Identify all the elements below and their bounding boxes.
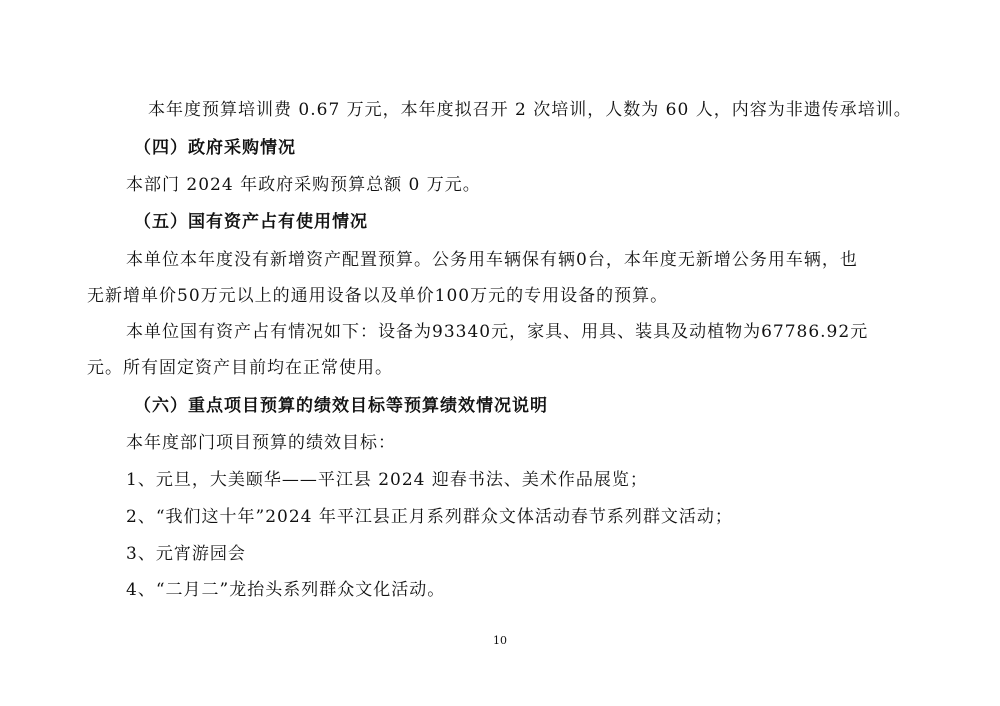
paragraph-performance-intro: 本年度部门项目预算的绩效目标：: [126, 433, 396, 453]
paragraph-procurement-budget: 本部门 2024 年政府采购预算总额 0 万元。: [126, 175, 481, 195]
heading-government-procurement: （四）政府采购情况: [134, 138, 296, 158]
paragraph-asset-config-line1: 本单位本年度没有新增资产配置预算。公务用车辆保有辆0台，本年度无新增公务用车辆，也: [126, 250, 858, 270]
paragraph-asset-holdings-line2: 元。所有固定资产目前均在正常使用。: [87, 358, 393, 378]
list-item-1: 1、元旦，大美颐华——平江县 2024 迎春书法、美术作品展览；: [126, 470, 648, 490]
heading-state-assets: （五）国有资产占有使用情况: [134, 212, 368, 232]
list-item-4: 4、“二月二”龙抬头系列群众文化活动。: [126, 580, 446, 600]
list-item-3: 3、元宵游园会: [126, 544, 246, 564]
page-number: 10: [493, 634, 507, 647]
list-item-2: 2、“我们这十年”2024 年平江县正月系列群众文体活动春节系列群文活动；: [126, 507, 733, 527]
heading-performance-goals: （六）重点项目预算的绩效目标等预算绩效情况说明: [134, 396, 548, 416]
paragraph-asset-config-line2: 无新增单价50万元以上的通用设备以及单价100万元的专用设备的预算。: [87, 286, 669, 306]
paragraph-asset-holdings-line1: 本单位国有资产占有情况如下：设备为93340元，家具、用具、装具及动植物为67786.92元: [126, 322, 869, 342]
paragraph-training-fee: 本年度预算培训费 0.67 万元，本年度拟召开 2 次培训，人数为 60 人，内容为非遗传承培训。: [148, 100, 912, 120]
